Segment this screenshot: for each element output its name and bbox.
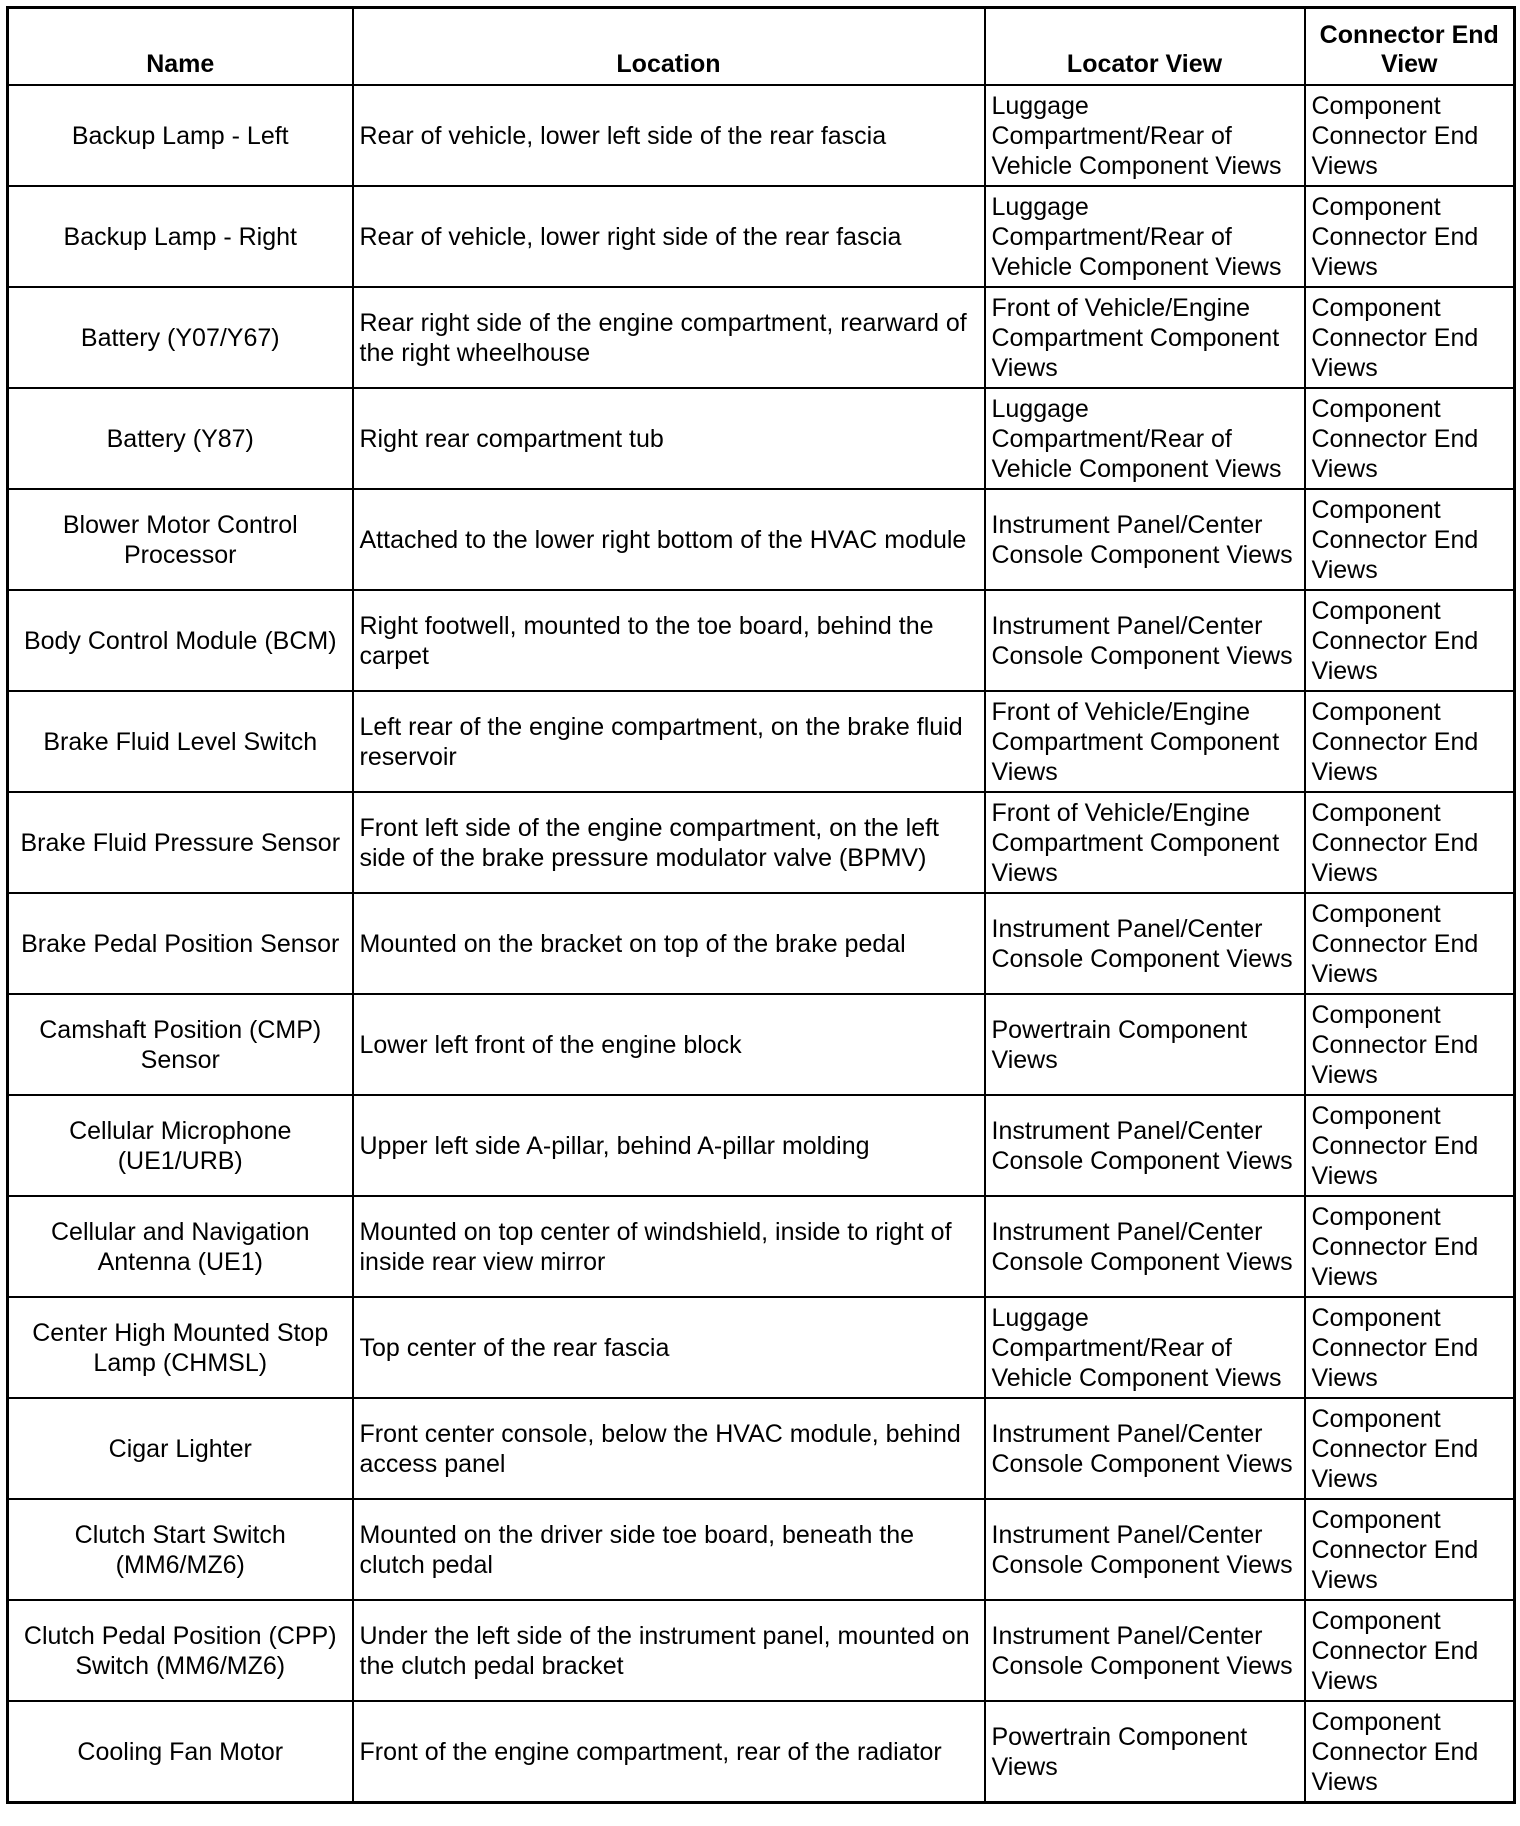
cell-connector-end-view: Component Connector End Views bbox=[1305, 1095, 1515, 1196]
cell-connector-end-view: Component Connector End Views bbox=[1305, 186, 1515, 287]
cell-name: Body Control Module (BCM) bbox=[8, 590, 353, 691]
cell-location: Right footwell, mounted to the toe board, behind the carpet bbox=[353, 590, 985, 691]
cell-connector-end-view: Component Connector End Views bbox=[1305, 1196, 1515, 1297]
cell-locator-view: Luggage Compartment/Rear of Vehicle Component Views bbox=[985, 85, 1305, 186]
cell-name: Camshaft Position (CMP) Sensor bbox=[8, 994, 353, 1095]
cell-locator-view: Instrument Panel/Center Console Component Views bbox=[985, 1499, 1305, 1600]
table-row bbox=[8, 893, 1515, 994]
cell-name: Cooling Fan Motor bbox=[8, 1701, 353, 1803]
cell-name: Backup Lamp - Right bbox=[8, 186, 353, 287]
cell-name: Center High Mounted Stop Lamp (CHMSL) bbox=[8, 1297, 353, 1398]
cell-location: Front center console, below the HVAC module, behind access panel bbox=[353, 1398, 985, 1499]
cell-locator-view: Instrument Panel/Center Console Component Views bbox=[985, 1398, 1305, 1499]
cell-name: Backup Lamp - Left bbox=[8, 85, 353, 186]
cell-location: Rear of vehicle, lower right side of the rear fascia bbox=[353, 186, 985, 287]
table-row bbox=[8, 1297, 1515, 1398]
cell-connector-end-view: Component Connector End Views bbox=[1305, 1297, 1515, 1398]
component-locations-table bbox=[6, 6, 1516, 1804]
cell-name: Brake Pedal Position Sensor bbox=[8, 893, 353, 994]
cell-name: Clutch Start Switch (MM6/MZ6) bbox=[8, 1499, 353, 1600]
cell-location: Top center of the rear fascia bbox=[353, 1297, 985, 1398]
table-row bbox=[8, 1499, 1515, 1600]
cell-locator-view: Instrument Panel/Center Console Component Views bbox=[985, 1196, 1305, 1297]
table-row bbox=[8, 489, 1515, 590]
cell-locator-view: Instrument Panel/Center Console Component Views bbox=[985, 1095, 1305, 1196]
cell-location: Rear of vehicle, lower left side of the rear fascia bbox=[353, 85, 985, 186]
header-connector-end-view: Connector End View bbox=[1305, 8, 1515, 86]
table-row bbox=[8, 1600, 1515, 1701]
cell-name: Battery (Y07/Y67) bbox=[8, 287, 353, 388]
cell-locator-view: Instrument Panel/Center Console Component Views bbox=[985, 590, 1305, 691]
cell-location: Upper left side A-pillar, behind A-pillar molding bbox=[353, 1095, 985, 1196]
table-header-row bbox=[8, 8, 1515, 86]
cell-name: Brake Fluid Level Switch bbox=[8, 691, 353, 792]
cell-connector-end-view: Component Connector End Views bbox=[1305, 388, 1515, 489]
cell-location: Rear right side of the engine compartment, rearward of the right wheelhouse bbox=[353, 287, 985, 388]
cell-locator-view: Instrument Panel/Center Console Component Views bbox=[985, 1600, 1305, 1701]
cell-connector-end-view: Component Connector End Views bbox=[1305, 792, 1515, 893]
cell-locator-view: Front of Vehicle/Engine Compartment Component Views bbox=[985, 287, 1305, 388]
cell-location: Under the left side of the instrument panel, mounted on the clutch pedal bracket bbox=[353, 1600, 985, 1701]
cell-location: Left rear of the engine compartment, on the brake fluid reservoir bbox=[353, 691, 985, 792]
table-row bbox=[8, 590, 1515, 691]
cell-connector-end-view: Component Connector End Views bbox=[1305, 85, 1515, 186]
cell-location: Right rear compartment tub bbox=[353, 388, 985, 489]
table-row bbox=[8, 792, 1515, 893]
cell-connector-end-view: Component Connector End Views bbox=[1305, 1398, 1515, 1499]
cell-location: Mounted on the driver side toe board, beneath the clutch pedal bbox=[353, 1499, 985, 1600]
table-row bbox=[8, 994, 1515, 1095]
table-row bbox=[8, 1701, 1515, 1803]
cell-location: Front left side of the engine compartment, on the left side of the brake pressure modulator valve (BPMV) bbox=[353, 792, 985, 893]
table-row bbox=[8, 85, 1515, 186]
cell-connector-end-view: Component Connector End Views bbox=[1305, 691, 1515, 792]
table-row bbox=[8, 1095, 1515, 1196]
table-row bbox=[8, 186, 1515, 287]
table-row bbox=[8, 287, 1515, 388]
cell-connector-end-view: Component Connector End Views bbox=[1305, 994, 1515, 1095]
cell-location: Attached to the lower right bottom of the HVAC module bbox=[353, 489, 985, 590]
cell-name: Clutch Pedal Position (CPP) Switch (MM6/MZ6) bbox=[8, 1600, 353, 1701]
cell-connector-end-view: Component Connector End Views bbox=[1305, 489, 1515, 590]
cell-locator-view: Luggage Compartment/Rear of Vehicle Component Views bbox=[985, 388, 1305, 489]
cell-locator-view: Front of Vehicle/Engine Compartment Component Views bbox=[985, 691, 1305, 792]
table-row bbox=[8, 388, 1515, 489]
cell-connector-end-view: Component Connector End Views bbox=[1305, 287, 1515, 388]
header-location: Location bbox=[353, 8, 985, 86]
cell-location: Mounted on the bracket on top of the brake pedal bbox=[353, 893, 985, 994]
cell-name: Cigar Lighter bbox=[8, 1398, 353, 1499]
header-name: Name bbox=[8, 8, 353, 86]
cell-locator-view: Instrument Panel/Center Console Component Views bbox=[985, 893, 1305, 994]
table-row bbox=[8, 1196, 1515, 1297]
header-locator-view: Locator View bbox=[985, 8, 1305, 86]
cell-location: Front of the engine compartment, rear of the radiator bbox=[353, 1701, 985, 1803]
cell-locator-view: Powertrain Component Views bbox=[985, 1701, 1305, 1803]
cell-locator-view: Luggage Compartment/Rear of Vehicle Component Views bbox=[985, 186, 1305, 287]
cell-location: Mounted on top center of windshield, inside to right of inside rear view mirror bbox=[353, 1196, 985, 1297]
cell-name: Blower Motor Control Processor bbox=[8, 489, 353, 590]
cell-name: Cellular and Navigation Antenna (UE1) bbox=[8, 1196, 353, 1297]
cell-name: Brake Fluid Pressure Sensor bbox=[8, 792, 353, 893]
cell-connector-end-view: Component Connector End Views bbox=[1305, 1701, 1515, 1803]
cell-locator-view: Front of Vehicle/Engine Compartment Component Views bbox=[985, 792, 1305, 893]
cell-locator-view: Luggage Compartment/Rear of Vehicle Component Views bbox=[985, 1297, 1305, 1398]
table-row bbox=[8, 1398, 1515, 1499]
cell-name: Cellular Microphone (UE1/URB) bbox=[8, 1095, 353, 1196]
cell-location: Lower left front of the engine block bbox=[353, 994, 985, 1095]
cell-connector-end-view: Component Connector End Views bbox=[1305, 1600, 1515, 1701]
cell-connector-end-view: Component Connector End Views bbox=[1305, 1499, 1515, 1600]
cell-name: Battery (Y87) bbox=[8, 388, 353, 489]
cell-locator-view: Powertrain Component Views bbox=[985, 994, 1305, 1095]
cell-locator-view: Instrument Panel/Center Console Component Views bbox=[985, 489, 1305, 590]
cell-connector-end-view: Component Connector End Views bbox=[1305, 893, 1515, 994]
cell-connector-end-view: Component Connector End Views bbox=[1305, 590, 1515, 691]
table-row bbox=[8, 691, 1515, 792]
